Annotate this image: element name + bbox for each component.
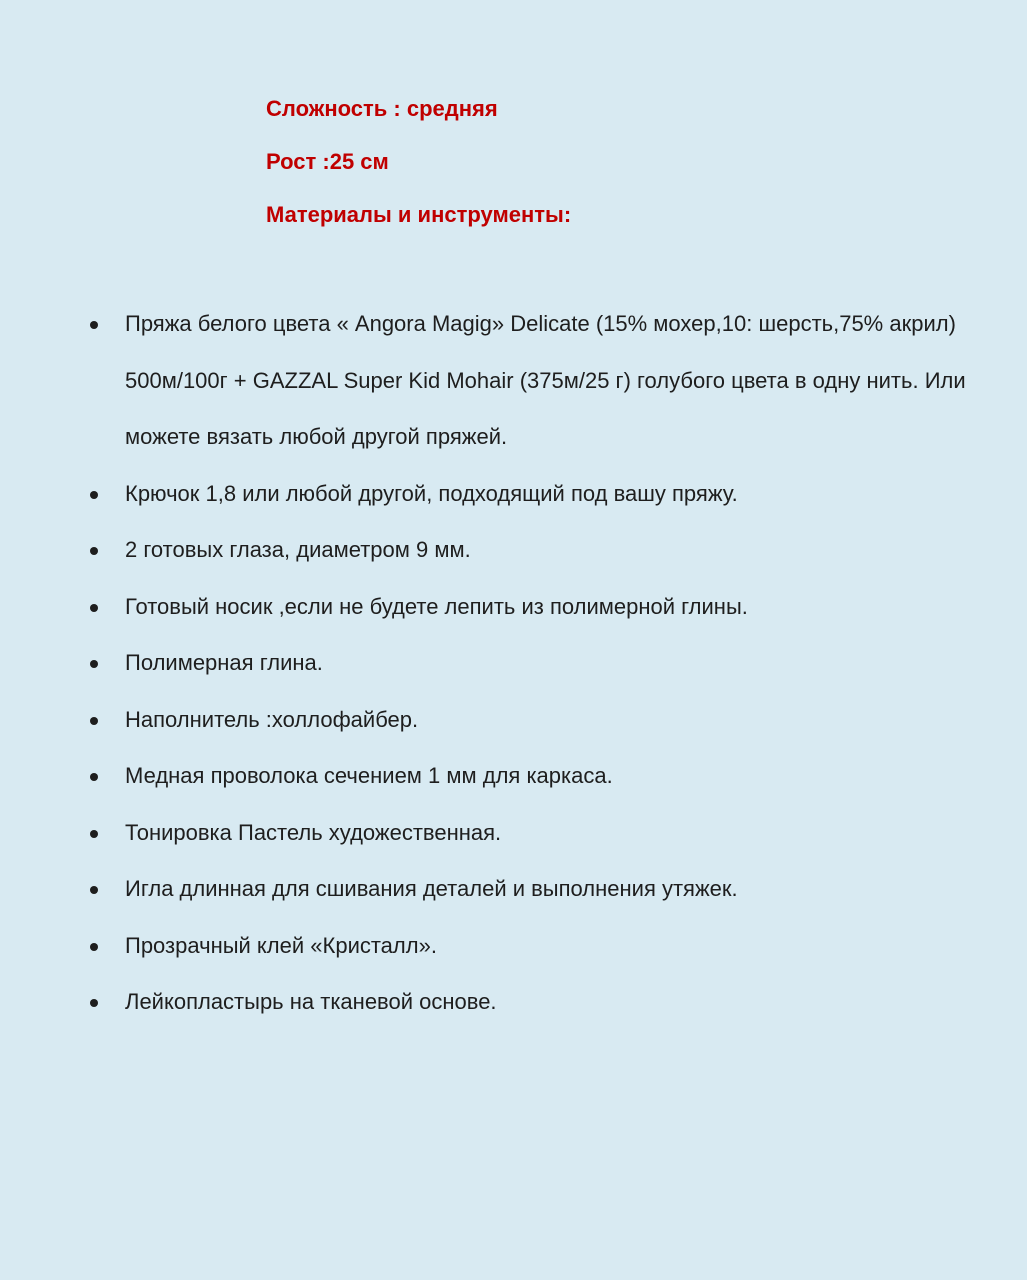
list-item: [90, 579, 990, 636]
list-item-text: Наполнитель :холлофайбер.: [125, 706, 419, 732]
pattern-header: [266, 92, 571, 251]
list-item: [90, 748, 990, 805]
list-item-text: Лейкопластырь на тканевой основе.: [125, 989, 497, 1014]
list-item-text: Готовый носик ,если не будете лепить из полимерной глины.: [125, 593, 748, 619]
difficulty-line: Сложность : средняя: [266, 96, 498, 121]
materials-list: [90, 296, 990, 1031]
list-item: [90, 861, 990, 918]
list-item-text: Крючок 1,8 или любой другой, подходящий под вашу пряжу.: [125, 480, 738, 506]
bullet-icon: [90, 943, 98, 951]
bullet-icon: [90, 321, 98, 329]
bullet-icon: [90, 491, 98, 499]
list-item: [90, 918, 990, 975]
list-item: [90, 296, 990, 466]
bullet-icon: [90, 886, 98, 894]
list-item-text: Прозрачный клей «Кристалл».: [125, 932, 437, 958]
list-item: [90, 692, 990, 749]
bullet-icon: [90, 604, 98, 612]
list-item-text: Медная проволока сечением 1 мм для каркаса.: [125, 763, 613, 788]
list-item: [90, 522, 990, 579]
height-line: Рост :25 см: [266, 149, 389, 174]
bullet-icon: [90, 547, 98, 555]
list-item-text: Полимерная глина.: [125, 650, 323, 675]
list-item: [90, 974, 990, 1031]
bullet-icon: [90, 717, 98, 725]
list-item-text: Игла длинная для сшивания деталей и выполнения утяжек.: [125, 876, 738, 901]
bullet-icon: [90, 660, 98, 668]
bullet-icon: [90, 830, 98, 838]
list-item-text: Пряжа белого цвета « Angora Magig» Delicate (15% мохер,10: шерсть,75% акрил) 500м/100г + GAZZAL Super Kid Mohair (375м/25 г) голубого цвета в одну нить. Или можете вязать любой другой пряжей.: [125, 311, 966, 449]
list-item: [90, 805, 990, 862]
list-item-text: Тонировка Пастель художественная.: [125, 819, 502, 845]
bullet-icon: [90, 773, 98, 781]
list-item: [90, 466, 990, 523]
materials-title: Материалы и инструменты:: [266, 202, 572, 227]
list-item-text: 2 готовых глаза, диаметром 9 мм.: [125, 537, 471, 562]
list-item: [90, 635, 990, 692]
bullet-icon: [90, 999, 98, 1007]
